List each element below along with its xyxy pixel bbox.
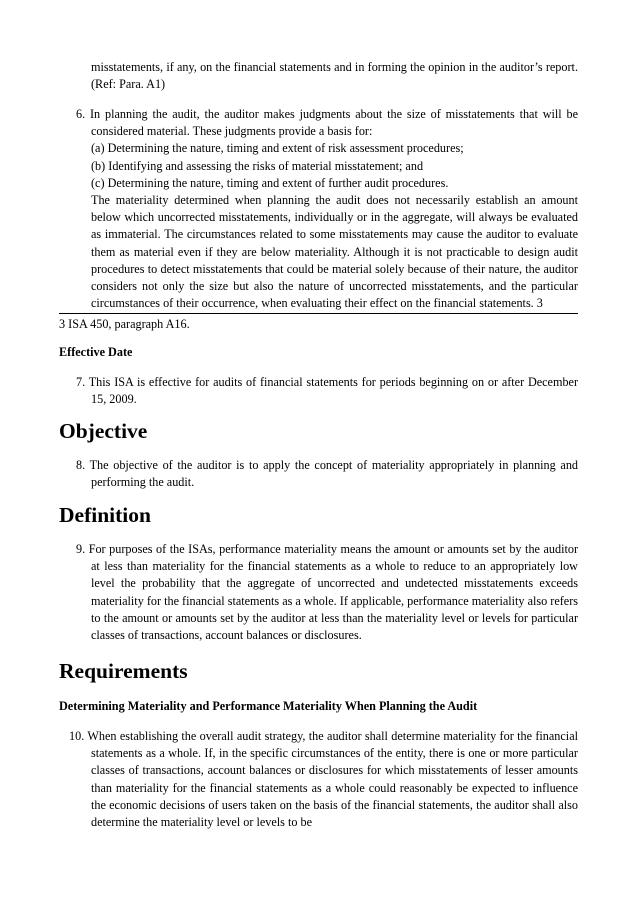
continuation-paragraph	[59, 59, 578, 93]
paragraph-10	[59, 728, 578, 831]
paragraph-8-number: 8.	[76, 458, 86, 472]
requirements-heading: Requirements	[59, 659, 188, 683]
paragraph-7-number: 7.	[76, 375, 86, 389]
determining-materiality-subheading: Determining Materiality and Performance Materiality When Planning the Audit	[59, 699, 478, 713]
paragraph-8-text: The objective of the auditor is to apply the concept of materiality appropriately in planning and performing the audit.	[89, 458, 579, 490]
paragraph-9-text: For purposes of the ISAs, performance materiality means the amount or amounts set by the auditor at less than materiality for the financial statements as a whole to reduce to an appropriately low level the probability that the aggregate of uncorrected and undetected misstatements exceeds materiality for the financial statements as a whole. If applicable, performance materiality also refers to the amount or amounts set by the auditor at less than the materiality level or levels for particular classes of transactions, account balances or disclosures.	[88, 542, 579, 643]
paragraph-9	[59, 541, 578, 644]
paragraph-6-item-a: (a) Determining the nature, timing and extent of risk assessment procedures;	[91, 141, 464, 156]
paragraph-10-number: 10.	[69, 729, 85, 743]
paragraph-8	[59, 457, 578, 491]
footnote-divider	[59, 313, 578, 314]
paragraph-7-text: This ISA is effective for audits of financial statements for periods beginning on or after December 15, 2009.	[88, 375, 579, 407]
definition-heading: Definition	[59, 503, 151, 527]
paragraph-7	[59, 374, 578, 408]
paragraph-9-number: 9.	[76, 542, 86, 556]
paragraph-10-text: When establishing the overall audit strategy, the auditor shall determine materiality for the financial statements as a whole. If, in the specific circumstances of the entity, there is one or more particular classes of transactions, account balances or disclosures for which misstatements of lesser amounts than materiality for the financial statements as a whole could reasonably be expected to influence the economic decisions of users taken on the basis of the financial statements, the auditor shall also determine the materiality level or levels to be	[87, 729, 578, 830]
effective-date-heading: Effective Date	[59, 345, 133, 359]
paragraph-6-number: 6.	[76, 107, 86, 121]
paragraph-6	[59, 106, 578, 312]
paragraph-6-intro: In planning the audit, the auditor makes judgments about the size of misstatements that will be considered material. These judgments provide a basis for:	[90, 107, 579, 139]
paragraph-6-item-b: (b) Identifying and assessing the risks of material misstatement; and	[91, 158, 424, 173]
continuation-text: misstatements, if any, on the financial statements and in forming the opinion in the auditor’s report. (Ref: Para. A1)	[91, 60, 578, 92]
objective-heading: Objective	[59, 419, 148, 443]
paragraph-6-item-c: (c) Determining the nature, timing and extent of further audit procedures.	[91, 175, 449, 190]
footnote: 3 ISA 450, paragraph A16.	[59, 317, 190, 331]
paragraph-6-closing: The materiality determined when planning the audit does not necessarily establish an amount below which uncorrected misstatements, individually or in the aggregate, will always be evaluated as immaterial. The circumstances related to some misstatements may cause the auditor to evaluate them as material even if they are below materiality. Although it is not practicable to design audit procedures to detect misstatements that could be material solely because of their nature, the auditor considers not only the size but also the nature of uncorrected misstatements, and the particular circumstances of their occurrence, when evaluating their effect on the financial statements. 3	[91, 193, 578, 311]
